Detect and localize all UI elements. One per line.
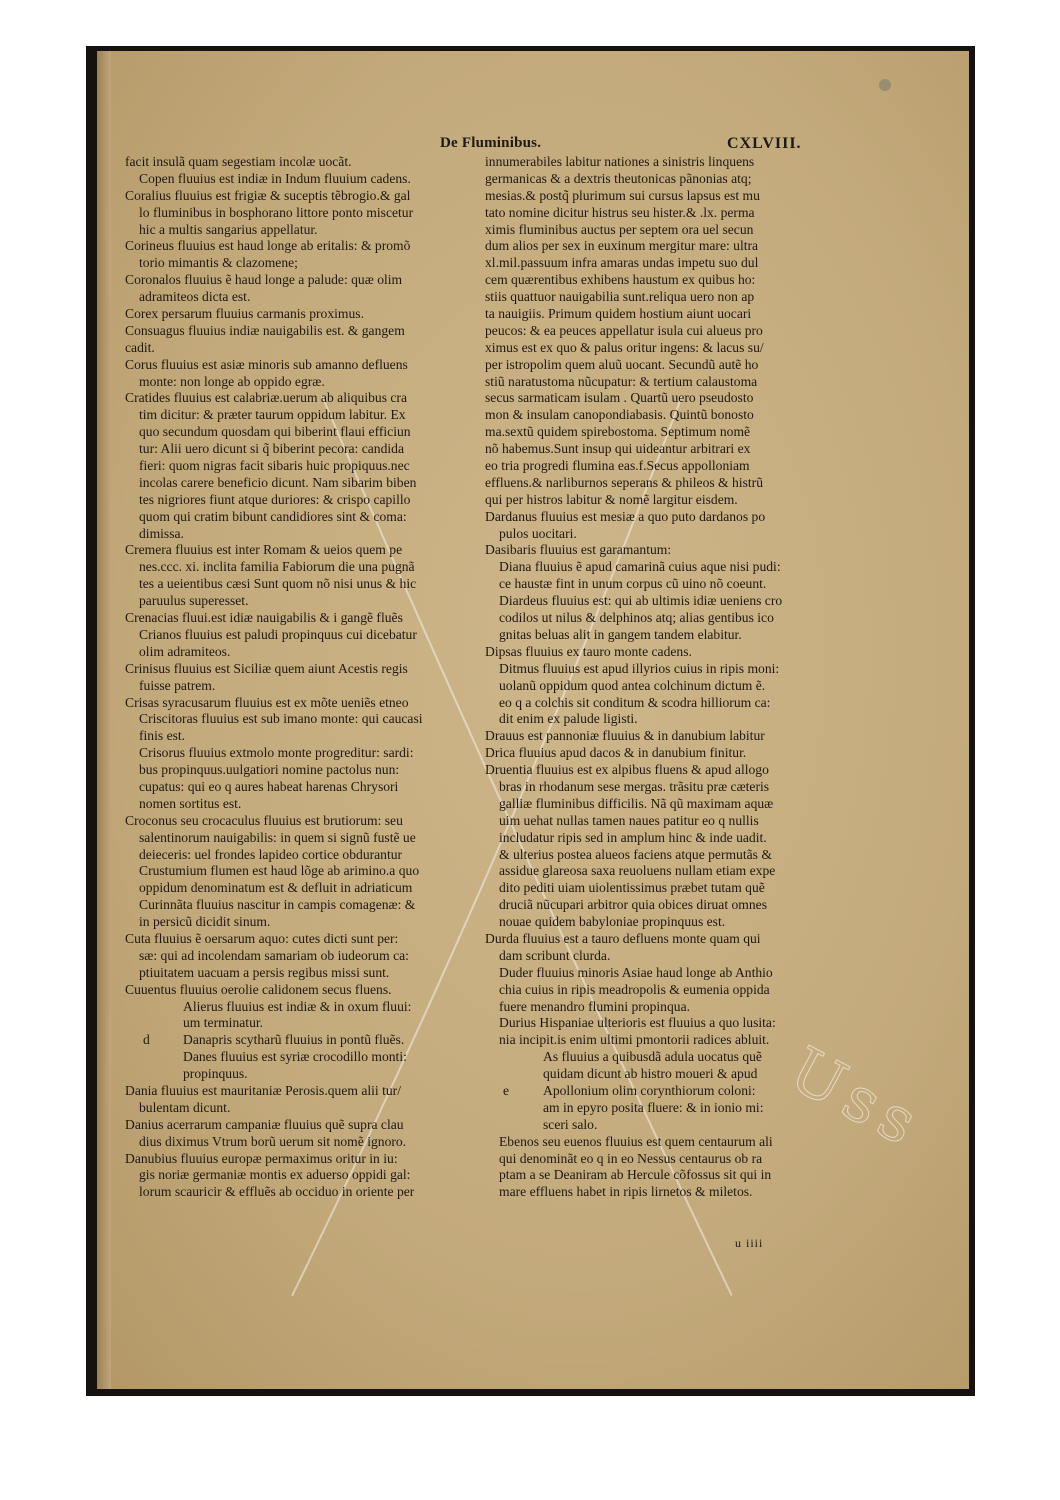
line-text: bras in rhodanum sese mergas. trãsitu præ cæteris	[499, 778, 770, 794]
text-line	[485, 1032, 845, 1049]
text-line	[125, 1167, 485, 1184]
text-line	[125, 593, 485, 610]
text-line	[485, 238, 845, 255]
line-text: Croconus seu crocaculus fluuius est brutiorum: seu	[125, 812, 403, 828]
line-text: Druentia fluuius est ex alpibus fluens & apud allogo	[485, 762, 769, 778]
line-text: propinquus.	[183, 1066, 248, 1082]
line-text: dam scribunt clurda.	[499, 947, 611, 963]
text-line	[485, 306, 845, 323]
text-line	[485, 542, 845, 559]
text-line	[125, 627, 485, 644]
line-text: Coronalos fluuius ẽ haud longe a palude: quæ olim	[125, 272, 403, 288]
text-line	[125, 289, 485, 306]
line-text: ta nauigiis. Primum quidem hostium aiunt uocari	[485, 306, 752, 322]
text-line	[485, 205, 845, 222]
text-line	[125, 1015, 485, 1032]
text-line	[125, 1049, 485, 1066]
line-text: cem quærentibus exhibens haustum ex quibus ho:	[485, 272, 756, 288]
text-line	[125, 272, 485, 289]
text-line	[485, 661, 845, 678]
line-text: Durda fluuius est a tauro defluens monte quam qui	[485, 930, 761, 946]
text-line	[125, 171, 485, 188]
text-line	[125, 1066, 485, 1083]
text-line	[125, 526, 485, 543]
line-text: fieri: quom nigras facit sibaris huic propiquus.nec	[139, 458, 410, 474]
line-text: Coralius fluuius est frigiæ & suceptis tẽbrogio.& gal	[125, 187, 411, 203]
line-text: Crisorus fluuius extmolo monte progreditur: sardi:	[139, 745, 414, 761]
text-line	[485, 188, 845, 205]
line-text: um terminatur.	[183, 1015, 264, 1031]
line-text: Cratides fluuius est calabriæ.uerum ab aliquibus cra	[125, 390, 407, 406]
line-text: secus sarmaticam isulam . Quartũ uero pseudosto	[485, 390, 754, 406]
line-text: mesias.& postq̃ plurimum sui cursus lapsus est mu	[485, 187, 760, 203]
text-line	[125, 813, 485, 830]
line-text: Curinnãta fluuius nascitur in campis comagenæ: &	[139, 897, 416, 913]
text-line	[125, 728, 485, 745]
line-text: paruulus superesset.	[139, 593, 249, 609]
line-text: nomen sortitus est.	[139, 795, 242, 811]
watermark: Uss	[778, 1032, 936, 1163]
line-text: tim dicitur: & præter taurum oppidum labitur. Ex	[139, 407, 406, 423]
line-text: dit enim ex palude ligisti.	[499, 711, 638, 727]
text-line	[125, 999, 485, 1016]
text-line	[485, 610, 845, 627]
line-text: sceri salo.	[543, 1116, 598, 1132]
line-text: quidam dicunt ab histro moueri & apud	[543, 1066, 758, 1082]
text-line	[485, 340, 845, 357]
text-line	[125, 306, 485, 323]
text-line	[125, 424, 485, 441]
line-text: qui denominãt eo q in eo Nessus centaurus ob ra	[499, 1150, 763, 1166]
text-line	[485, 1167, 845, 1184]
text-line	[125, 948, 485, 965]
text-line	[485, 931, 845, 948]
text-line	[125, 374, 485, 391]
text-line	[125, 509, 485, 526]
line-text: Crustumium flumen est haud lõge ab arimino.a quo	[139, 863, 420, 879]
text-line	[485, 1151, 845, 1168]
line-text: Alierus fluuius est indiæ & in oxum fluui:	[183, 998, 412, 1014]
line-text: galliæ fluminibus difficilis. Nã qũ maximam aquæ	[499, 795, 774, 811]
line-text: tur: Alii uero dicunt si q̃ biberint pecora: candida	[139, 441, 405, 457]
text-line	[485, 948, 845, 965]
ink-spot	[879, 79, 891, 91]
line-text: Danes fluuius est syriæ crocodillo monti:	[183, 1049, 407, 1065]
text-line	[125, 1151, 485, 1168]
text-line	[485, 526, 845, 543]
line-text: Crenacias fluui.est idiæ nauigabilis & i gangẽ fluẽs	[125, 610, 403, 626]
text-line	[485, 695, 845, 712]
text-line	[125, 542, 485, 559]
text-line	[125, 830, 485, 847]
text-line	[485, 475, 845, 492]
text-line	[485, 813, 845, 830]
text-line	[125, 222, 485, 239]
line-text: Ditmus fluuius est apud illyrios cuius in ripis moni:	[499, 660, 780, 676]
text-line	[125, 661, 485, 678]
line-text: eo q a colchis sit conditum & scodra hilliorum ca:	[499, 694, 771, 710]
text-line	[485, 289, 845, 306]
line-text: finis est.	[139, 728, 186, 744]
margin-mark: e	[503, 1082, 510, 1098]
text-line	[125, 576, 485, 593]
line-text: tes a ueientibus cæsi Sunt quom nõ nisi unus & hic	[139, 576, 417, 592]
text-line	[125, 1100, 485, 1117]
text-line	[125, 323, 485, 340]
text-line	[125, 340, 485, 357]
line-text: nouae quidem babyloniae propinquus est.	[499, 914, 726, 930]
line-text: facit insulã quam segestiam incolæ uocãt.	[125, 154, 352, 169]
line-text: effluens.& narliburnos seperans & phileos & histrũ	[485, 474, 763, 490]
line-text: oppidum denominatum est & defluit in adriaticum	[139, 880, 413, 896]
text-line	[125, 880, 485, 897]
text-line	[125, 154, 485, 171]
text-line	[485, 982, 845, 999]
line-text: sæ: qui ad incolendam samariam ob iudeorum ca:	[139, 947, 409, 963]
line-text: Dipsas fluuius ex tauro monte cadens.	[485, 643, 692, 659]
text-line	[485, 272, 845, 289]
line-text: Durius Hispaniae ulterioris est fluuius a quo lusita:	[499, 1015, 776, 1031]
text-line	[485, 711, 845, 728]
line-text: chia cuius in ripis meadropolis & eumenia oppida	[499, 981, 770, 997]
text-line	[125, 188, 485, 205]
line-text: cupatus: qui eo q aures habeat harenas Chrysori	[139, 778, 399, 794]
line-text: Dania fluuius est mauritaniæ Perosis.quem alii tur/	[125, 1082, 401, 1098]
text-line	[125, 407, 485, 424]
text-line	[485, 154, 845, 171]
text-line	[485, 171, 845, 188]
line-text: dius diximus Vtrum borũ uerum sit nomẽ ignoro.	[139, 1133, 407, 1149]
line-text: tato nomine dicitur histrus seu hister.& .lx. perma	[485, 204, 755, 220]
leaf-edge	[97, 51, 111, 1389]
left-column	[125, 154, 485, 1201]
text-line	[125, 1083, 485, 1100]
line-text: & ulterius postea alueos faciens atque permutãs &	[499, 846, 772, 862]
text-line	[125, 965, 485, 982]
text-line	[485, 593, 845, 610]
line-text: gnitas beluas alit in gangem tandem elabitur.	[499, 626, 742, 642]
text-line	[125, 1032, 485, 1049]
text-line	[125, 779, 485, 796]
line-text: gis noriæ germaniæ montis ex aduerso oppidi gal:	[139, 1167, 411, 1183]
text-line	[485, 762, 845, 779]
text-line	[485, 1134, 845, 1151]
margin-mark: d	[143, 1032, 150, 1048]
text-line	[485, 1015, 845, 1032]
line-text: assidue glareosa saxa reuoluens nullam etiam expe	[499, 863, 776, 879]
text-line	[485, 965, 845, 982]
folio-number: CXLVIII.	[727, 135, 802, 152]
text-line	[125, 205, 485, 222]
line-text: Diardeus fluuius est: qui ab ultimis idiæ ueniens cro	[499, 593, 783, 609]
line-text: hic a multis sangarius appellatur.	[139, 221, 318, 237]
line-text: dito pediti uiam uiolentissimus præbet tutam quẽ	[499, 880, 765, 896]
line-text: As fluuius a quibusdã adula uocatus quẽ	[543, 1049, 762, 1065]
text-line	[485, 559, 845, 576]
line-text: eo tria progredi flumina eas.f.Secus appolloniam	[485, 458, 750, 474]
line-text: fuere menandro flumini propinqua.	[499, 998, 691, 1014]
text-line	[485, 880, 845, 897]
line-text: mare effluens habet in ripis lirnetos & miletos.	[499, 1184, 753, 1200]
line-text: Crianos fluuius est paludi propinquus cui dicebatur	[139, 626, 417, 642]
line-text: Diana fluuius ẽ apud camarinã cuius aque nisi pudi:	[499, 559, 781, 575]
line-text: lo fluminibus in bosphorano littore ponto miscetur	[139, 204, 414, 220]
line-text: Danubius fluuius europæ permaximus oritur in iu:	[125, 1150, 398, 1166]
text-line	[125, 745, 485, 762]
text-line	[125, 492, 485, 509]
text-line	[485, 1049, 845, 1066]
line-text: in persicũ dicidit sinum.	[139, 914, 271, 930]
text-line	[485, 847, 845, 864]
line-text: Corus fluuius est asiæ minoris sub amanno defluens	[125, 356, 408, 372]
line-text: Cuuentus fluuius oerolie calidonem secus fluens.	[125, 981, 392, 997]
line-text: Cuta fluuius ẽ oersarum aquo: cutes dicti sunt per:	[125, 930, 399, 946]
line-text: tes nigriores fiunt atque duriores: & crispo capillo	[139, 491, 411, 507]
text-line	[485, 897, 845, 914]
line-text: dum alios per sex in euxinum mergitur mare: ultra	[485, 238, 759, 254]
text-line	[485, 678, 845, 695]
line-text: Corex persarum fluuius carmanis proximus.	[125, 306, 364, 322]
text-line	[485, 255, 845, 272]
text-line	[125, 1184, 485, 1201]
text-line	[125, 357, 485, 374]
line-text: innumerabiles labitur nationes a sinistris linquens	[485, 154, 755, 169]
text-line	[125, 1134, 485, 1151]
text-line	[125, 914, 485, 931]
line-text: ce haustæ fint in unum corpus cũ uino nõ coeunt.	[499, 576, 767, 592]
text-line	[485, 222, 845, 239]
line-text: Danapris scytharũ fluuius in pontũ fluẽs.	[183, 1032, 405, 1048]
line-text: bus propinquus.uulgatiori nomine pactolus nun:	[139, 762, 400, 778]
text-line	[485, 407, 845, 424]
text-line	[485, 492, 845, 509]
text-line	[485, 830, 845, 847]
line-text: salentinorum nauigabilis: in quem si signũ fustẽ ue	[139, 829, 416, 845]
line-text: germanicas & a dextris theutonicas pãnonias atq;	[485, 170, 752, 186]
line-text: Drauus est pannoniæ fluuius & in danubium labitur	[485, 728, 765, 744]
line-text: Crinisus fluuius est Siciliæ quem aiunt Acestis regis	[125, 660, 408, 676]
text-line	[125, 238, 485, 255]
line-text: peucos: & ea peuces appellatur isula cui alueus pro	[485, 322, 763, 338]
text-line	[485, 374, 845, 391]
line-text: ximis fluminibus auctus per septem ora uel secun	[485, 221, 754, 237]
text-line	[485, 627, 845, 644]
line-text: ma.sextũ quidem spirebostoma. Septimum nomẽ	[485, 424, 751, 440]
line-text: xl.mil.passuum infra amaras undas impetu suo dul	[485, 255, 759, 271]
line-text: uim uehat nullas tamen naues patitur eo q nullis	[499, 812, 759, 828]
line-text: adramiteos dicta est.	[139, 289, 251, 305]
line-text: stiis quattuor nauigabilia sunt.reliqua uero non ap	[485, 289, 755, 305]
line-text: qui per histros labitur & nomẽ largitur eisdem.	[485, 491, 738, 507]
text-line	[125, 863, 485, 880]
line-text: bulentam dicunt.	[139, 1099, 231, 1115]
text-line	[125, 762, 485, 779]
line-text: nõ habemus.Sunt insup qui uideantur arbitrari ex	[485, 441, 751, 457]
text-line	[125, 390, 485, 407]
line-text: Duder fluuius minoris Asiae haud longe ab Anthio	[499, 964, 773, 980]
text-line	[485, 779, 845, 796]
text-line	[125, 678, 485, 695]
line-text: codilos ut nilus & delphinos atq; alias gentibus ico	[499, 610, 774, 626]
text-line	[485, 1184, 845, 1201]
text-line	[485, 745, 845, 762]
line-text: incolas carere beneficio dicunt. Nam sibarim biben	[139, 474, 417, 490]
text-line	[125, 796, 485, 813]
line-text: lorum scauricir & effluẽs ab occiduo in oriente per	[139, 1184, 415, 1200]
text-line	[125, 931, 485, 948]
line-text: monte: non longe ab oppido egræ.	[139, 373, 325, 389]
line-text: Criscitoras fluuius est sub imano monte: qui caucasi	[139, 711, 423, 727]
text-line	[485, 458, 845, 475]
running-head: De Fluminibus.	[440, 135, 542, 151]
text-line	[485, 1117, 845, 1134]
text-line	[125, 711, 485, 728]
line-text: Copen fluuius est indiæ in Indum fluuium cadens.	[139, 170, 411, 186]
text-line	[125, 610, 485, 627]
text-line	[485, 441, 845, 458]
text-line	[125, 1117, 485, 1134]
text-line	[485, 576, 845, 593]
line-text: am in epyro posita fluere: & in ionio mi:	[543, 1099, 764, 1115]
text-line	[485, 509, 845, 526]
line-text: Consuagus fluuius indiæ nauigabilis est. & gangem	[125, 322, 405, 338]
text-line	[125, 897, 485, 914]
text-line	[485, 863, 845, 880]
text-line	[485, 644, 845, 661]
text-line	[125, 847, 485, 864]
text-line	[485, 390, 845, 407]
page-leaf	[97, 51, 969, 1389]
text-line	[125, 695, 485, 712]
text-line	[125, 255, 485, 272]
line-text: Corineus fluuius est haud longe ab eritalis: & promõ	[125, 238, 411, 254]
line-text: deieceris: uel frondes lapideo cortice obdurantur	[139, 846, 403, 862]
signature-mark: u iiii	[735, 1236, 764, 1250]
line-text: ximus est ex quo & palus oritur ingens: & lacus su/	[485, 339, 764, 355]
line-text: nes.ccc. xi. inclita familia Fabiorum die una pugnã	[139, 559, 415, 575]
line-text: Apollonium olim corynthiorum coloni:	[543, 1082, 756, 1098]
line-text: cadit.	[125, 339, 155, 355]
line-text: Drica fluuius apud dacos & in danubium finitur.	[485, 745, 747, 761]
line-text: quo secundum quosdam qui biberint flaui efficiun	[139, 424, 411, 440]
text-line	[125, 644, 485, 661]
line-text: Danius acerrarum campaniæ fluuius quẽ supra clau	[125, 1116, 404, 1132]
text-line	[485, 357, 845, 374]
line-text: nia incipit.is enim ultimi pmontorii radices abluit.	[499, 1032, 770, 1048]
text-line	[485, 999, 845, 1016]
line-text: druciã nũcupari arbitror quia obices diruat omnes	[499, 897, 768, 913]
line-text: ptiuitatem uacuam a persis regibus missi sunt.	[139, 964, 390, 980]
line-text: quom qui cratim bibunt candidiores sint & coma:	[139, 508, 407, 524]
text-line	[125, 441, 485, 458]
text-line	[125, 982, 485, 999]
text-line	[485, 424, 845, 441]
line-text: dimissa.	[139, 525, 184, 541]
line-text: includatur ripis sed in amplum hinc & inde uadit.	[499, 829, 767, 845]
line-text: fuisse patrem.	[139, 677, 216, 693]
line-text: ptam a se Deaniram ab Hercule cõfossus sit qui in	[499, 1167, 772, 1183]
line-text: Dardanus fluuius est mesiæ a quo puto dardanos po	[485, 508, 766, 524]
line-text: torio mimantis & clazomene;	[139, 255, 298, 271]
text-line	[485, 323, 845, 340]
text-line	[485, 914, 845, 931]
text-line	[125, 475, 485, 492]
line-text: stiũ naratustoma nũcupatur: & tertium calaustoma	[485, 373, 758, 389]
line-text: olim adramiteos.	[139, 643, 231, 659]
text-line	[125, 559, 485, 576]
right-column	[485, 154, 845, 1201]
line-text: Crisas syracusarum fluuius est ex mõte ueniẽs etneo	[125, 694, 409, 710]
line-text: Cremera fluuius est inter Romam & ueios quem pe	[125, 542, 403, 558]
line-text: mon & insulam canopondiabasis. Quintũ bonosto	[485, 407, 754, 423]
text-line	[125, 458, 485, 475]
text-line	[485, 728, 845, 745]
line-text: per istropolim quem aluũ uocant. Secundũ autẽ ho	[485, 356, 759, 372]
line-text: uolanũ oppidum quod antea colchinum dictum ẽ.	[499, 677, 766, 693]
text-line	[485, 796, 845, 813]
line-text: Dasibaris fluuius est garamantum:	[485, 542, 672, 558]
line-text: Ebenos seu euenos fluuius est quem centaurum ali	[499, 1133, 773, 1149]
line-text: pulos uocitari.	[499, 525, 577, 541]
